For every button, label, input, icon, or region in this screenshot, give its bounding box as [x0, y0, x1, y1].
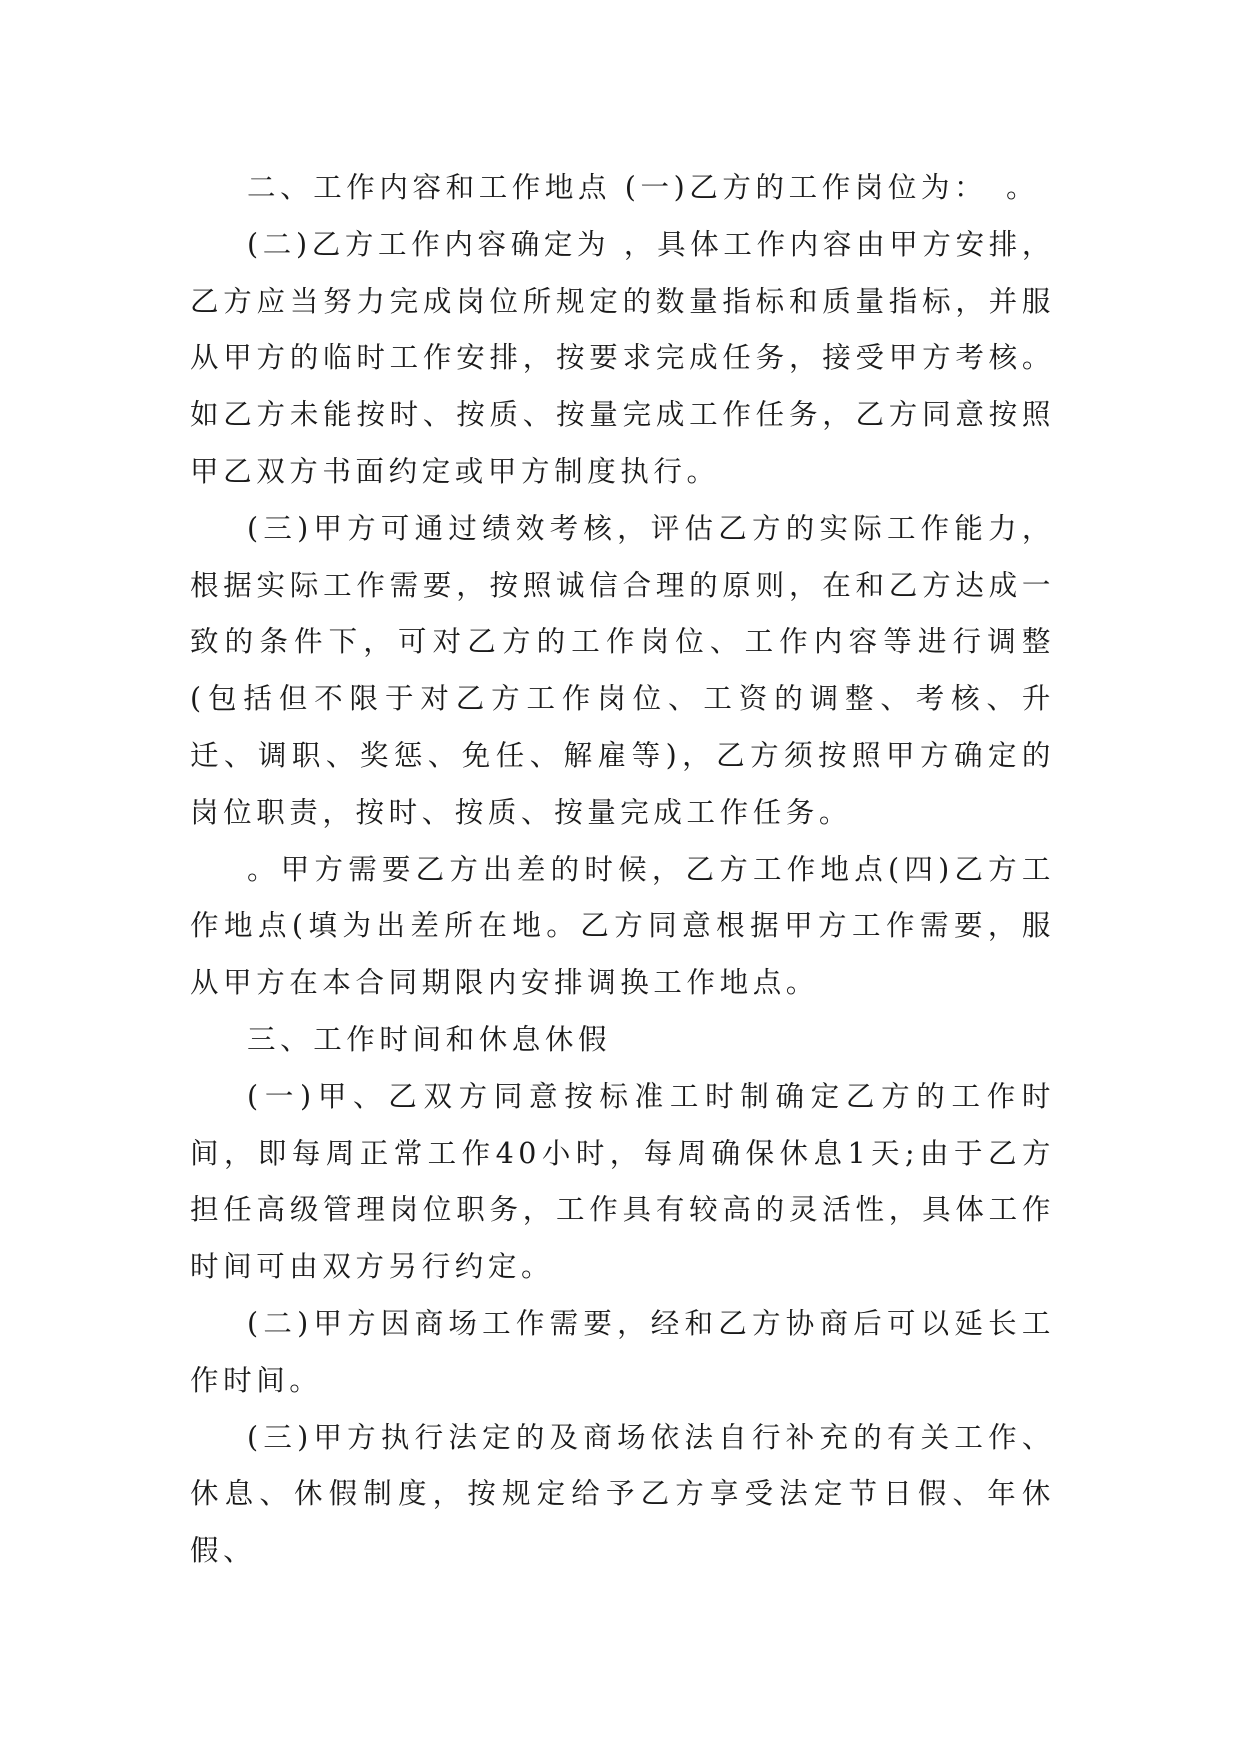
- document-body: [190, 160, 1055, 1580]
- paragraph-work-time-2: (二)甲方因商场工作需要，经和乙方协商后可以延长工作时间。: [190, 1306, 1055, 1397]
- paragraph-work-content-3: (三)甲方可通过绩效考核，评估乙方的实际工作能力，根据实际工作需要，按照诚信合理的原则，在和乙方达成一致的条件下，可对乙方的工作岗位、工作内容等进行调整(包括但不限于对乙方工作岗位、工资的调整、考核、升迁、调职、奖惩、免任、解雇等)，乙方须按照甲方确定的岗位职责，按时、按质、按量完成工作任务。: [190, 511, 1055, 829]
- paragraph-work-location-4: 。甲方需要乙方出差的时候，乙方工作地点(四)乙方工作地点(填为出差所在地。乙方同意根据甲方工作需要，服从甲方在本合同期限内安排调换工作地点。: [190, 852, 1055, 1000]
- paragraph-work-time-1: (一)甲、乙双方同意按标准工时制确定乙方的工作时间，即每周正常工作40小时，每周确保休息1天;由于乙方担任高级管理岗位职务，工作具有较高的灵活性，具体工作时间可由双方另行约定。: [190, 1079, 1055, 1284]
- paragraph-work-time-3: (三)甲方执行法定的及商场依法自行补充的有关工作、休息、休假制度，按规定给予乙方享受法定节日假、年休假、: [190, 1420, 1055, 1568]
- paragraph-work-content-2: (二)乙方工作内容确定为 ，具体工作内容由甲方安排，乙方应当努力完成岗位所规定的数量指标和质量指标，并服从甲方的临时工作安排，按要求完成任务，接受甲方考核。如乙方未能按时、按质、按量完成工作任务，乙方同意按照甲乙双方书面约定或甲方制度执行。: [190, 227, 1055, 488]
- paragraph-work-time-heading: 三、工作时间和休息休假: [247, 1022, 612, 1056]
- paragraph-work-content-heading: 二、工作内容和工作地点 (一)乙方的工作岗位为： 。: [247, 171, 1040, 204]
